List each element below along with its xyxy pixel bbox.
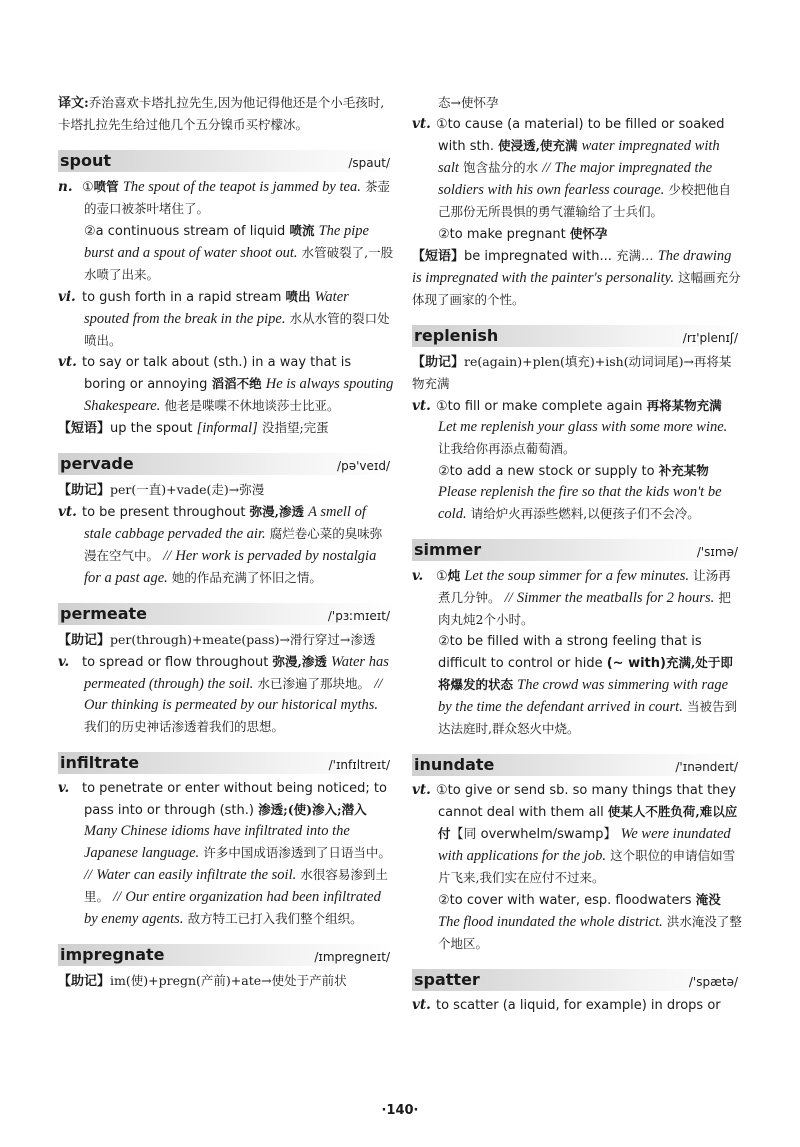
phonetic-spatter: /'spætə/ (688, 975, 738, 989)
definition-zh: 淹没 (695, 892, 721, 907)
entry-header-replenish (412, 325, 742, 347)
phonetic-permeate: /'pɜːmɪeɪt/ (327, 609, 390, 623)
translation-label: 译文: (58, 96, 89, 111)
phonetic-replenish: /rɪ'plenɪʃ/ (682, 331, 738, 345)
definition-en: to be filled with a strong feeling that is difficult to control or hide (438, 634, 702, 671)
entry-header-infiltrate (58, 752, 394, 774)
entry-header-inundate (412, 754, 742, 776)
example-zh: 水管破裂了,一股水喷了出来。 (84, 245, 394, 282)
example-en: water impregnated with salt (438, 138, 720, 176)
definition-en: to gush forth in a rapid stream (82, 290, 282, 305)
example-en: Our entire organization had been infiltrated by enemy agents. (84, 889, 381, 927)
definition-en: to fill or make complete again (447, 399, 643, 414)
example-zh: 腐烂卷心菜的臭味弥漫在空气中。 (84, 526, 383, 563)
example-en: We were inundated with applications for the job. (438, 826, 731, 864)
definition-en: to be present throughout (82, 505, 246, 520)
definition-zh: 使某人不胜负荷,难以应付 (438, 804, 738, 841)
phrase-spout (58, 417, 394, 439)
example-en: The crowd was simmering with rage by the time the defendant arrived in court. (438, 677, 729, 715)
phonetic-pervade: /pə'veɪd/ (337, 459, 390, 473)
definition-zh: 使浸透,使充满 (498, 138, 578, 153)
sense-replenish-1 (412, 395, 742, 460)
definition-zh: 弥漫,渗透 (272, 654, 327, 669)
phonetic-impregnate: /ɪmpregneɪt/ (314, 950, 390, 964)
sense-number: ② (438, 893, 450, 908)
example-zh: 水很容易渗到土里。 (84, 867, 388, 904)
pos-label: vt. (412, 116, 431, 132)
synonym-note: 【同 overwhelm/swamp】 (450, 827, 617, 842)
sense-replenish-2 (412, 460, 742, 525)
sense-impregnate-1 (412, 114, 742, 223)
example-en: Let me replenish your glass with some more wine. (438, 419, 728, 435)
sense-spout-1 (58, 176, 394, 220)
sense-permeate-1 (58, 651, 394, 738)
definition-en: to add a new stock or supply to (449, 464, 655, 479)
phrase-impregnate (412, 245, 742, 311)
entry-header-spatter (412, 969, 742, 991)
phrase-zh: 没指望;完蛋 (261, 420, 329, 435)
headword-simmer: simmer (414, 540, 482, 559)
sense-simmer-1 (412, 565, 742, 631)
definition-zh: 充满,处于即将爆发的状态 (438, 655, 733, 692)
pos-label: vt. (58, 354, 77, 370)
phrase-label: 【短语】 (58, 421, 111, 436)
pos-label: vt. (412, 997, 431, 1013)
definition-zh: 喷出 (285, 289, 311, 304)
example-en: Simmer the meatballs for 2 hours. (516, 590, 715, 606)
example-zh: 她的作品充满了怀旧之情。 (171, 570, 322, 585)
sense-number: ① (436, 399, 448, 414)
phonetic-simmer: /'sɪmə/ (696, 545, 738, 559)
example-en: The flood inundated the whole district. (438, 914, 663, 930)
example-zh: 我们的历史神话渗透着我们的思想。 (84, 719, 285, 734)
definition-en: to penetrate or enter without being noticed; to pass into or through (sth.) (82, 781, 387, 818)
entry-header-impregnate (58, 944, 394, 966)
definition-zh: 喷管 (93, 179, 119, 194)
example-separator: // (84, 867, 93, 883)
example-zh: 许多中国成语渗透到了日语当中。 (203, 845, 391, 860)
right-column (412, 92, 742, 1016)
example-en: The spout of the teapot is jammed by tea. (122, 179, 361, 195)
definition-zh: 渗透;(使)渗入;潜入 (258, 802, 367, 817)
example-en: Her work is pervaded by nostalgia for a past age. (84, 548, 377, 586)
translation-text: 乔治喜欢卡塔扎拉先生,因为他记得他还是个小毛孩时,卡塔扎拉先生给过他几个五分镍币买柠檬冰。 (58, 95, 385, 132)
mnemonic-text: per(一直)+vade(走)→弥漫 (110, 482, 265, 497)
definition-zh: 滔滔不绝 (211, 376, 262, 391)
definition-en: to spread or flow throughout (82, 655, 269, 670)
example-separator: // (113, 889, 122, 905)
sense-number: ① (436, 783, 448, 798)
headword-spout: spout (60, 151, 112, 170)
example-zh: 饱含盐分的水 (463, 160, 539, 175)
definition-en: to make pregnant (449, 227, 566, 242)
mnemonic-text: re(again)+plen(填充)+ish(动词词尾)→再将某物充满 (412, 354, 732, 391)
mnemonic-label: 【助记】 (58, 974, 111, 989)
definition-zh: 喷流 (289, 223, 315, 238)
sense-spout-3 (58, 286, 394, 352)
example-en: A smell of stale cabbage pervaded the air. (84, 504, 366, 542)
left-column (58, 92, 394, 992)
headword-replenish: replenish (414, 326, 499, 345)
sense-simmer-2 (412, 631, 742, 740)
example-zh: 敌方特工已打入我们整个组织。 (187, 911, 363, 926)
example-zh: 他老是喋喋不休地谈莎士比亚。 (164, 398, 340, 413)
mnemonic-text: 态→使怀孕 (438, 95, 499, 110)
mnemonic-impregnate-continued (412, 92, 742, 114)
phonetic-infiltrate: /'ɪnfɪltreɪt/ (328, 758, 390, 772)
mnemonic-label: 【助记】 (412, 355, 465, 370)
headword-spatter: spatter (414, 970, 480, 989)
example-zh: 洪水淹没了整个地区。 (438, 914, 742, 951)
sense-number: ① (436, 117, 448, 132)
sense-number: ② (438, 634, 450, 649)
pos-label: vt. (412, 782, 431, 798)
example-zh: 当被告到达法庭时,群众怒火中烧。 (438, 699, 737, 736)
definition-zh: 再将某物充满 (646, 398, 722, 413)
phrase-en: be impregnated with... (464, 249, 612, 264)
sense-number: ② (438, 227, 450, 242)
sense-spout-4 (58, 352, 394, 417)
phonetic-spout: /spaut/ (348, 156, 390, 170)
example-separator: // (542, 160, 551, 176)
example-en: Water has permeated (through) the soil. (84, 654, 389, 692)
mnemonic-label: 【助记】 (58, 483, 111, 498)
entry-header-permeate (58, 603, 394, 625)
pos-label: vt. (58, 504, 77, 520)
pos-label: v. (58, 654, 70, 670)
phonetic-inundate: /'ɪnəndeɪt/ (675, 760, 738, 774)
sense-inundate-1 (412, 780, 742, 889)
sense-pervade-1 (58, 501, 394, 589)
example-zh: 水已渗遍了那块地。 (257, 676, 371, 691)
sense-infiltrate-1 (58, 778, 394, 930)
sense-number: ① (82, 180, 94, 195)
example-zh: 把肉丸炖2个小时。 (438, 590, 731, 627)
example-en: The major impregnated the soldiers with his own fearless courage. (438, 160, 713, 198)
translation-paragraph (58, 92, 394, 136)
example-zh: 让汤再煮几分钟。 (438, 568, 731, 605)
headword-pervade: pervade (60, 454, 134, 473)
mnemonic-pervade (58, 479, 394, 501)
phrase-label: 【短语】 (412, 249, 465, 264)
example-en: Please replenish the fire so that the kids won't be cold. (438, 484, 722, 522)
example-zh: 水从水管的裂口处喷出。 (84, 311, 390, 348)
mnemonic-impregnate (58, 970, 394, 992)
sense-impregnate-2 (412, 223, 742, 245)
definition-zh: 补充某物 (658, 463, 709, 478)
example-zh: 少校把他自己那份无所畏惧的勇气灌输给了士兵们。 (438, 182, 732, 219)
definition-en: to cover with water, esp. floodwaters (449, 893, 692, 908)
entry-header-spout (58, 150, 394, 172)
mnemonic-text: per(through)+meate(pass)→滑行穿过→渗透 (110, 632, 376, 647)
headword-infiltrate: infiltrate (60, 753, 140, 772)
example-zh: 这个职位的申请信如雪片飞来,我们实在应付不过来。 (438, 848, 736, 885)
definition-zh: 弥漫,渗透 (249, 504, 304, 519)
example-separator: // (163, 548, 172, 564)
definition-en: to give or send sb. so many things that they cannot deal with them all (438, 783, 737, 820)
mnemonic-permeate (58, 629, 394, 651)
sense-number: ② (438, 464, 450, 479)
usage-note: (~ with) (606, 656, 666, 671)
sense-spatter-1 (412, 995, 742, 1016)
sense-number: ② (84, 224, 96, 239)
pos-label: n. (58, 179, 73, 195)
example-zh: 请给炉火再添些燃料,以便孩子们不会冷。 (470, 506, 700, 521)
definition-en: to say or talk about (sth.) in a way that is boring or annoying (82, 355, 352, 392)
sense-number: ① (436, 569, 448, 584)
mnemonic-replenish (412, 351, 742, 395)
phrase-zh: 充满… (616, 248, 654, 263)
example-zh: 这幅画充分体现了画家的个性。 (412, 270, 741, 307)
entry-header-simmer (412, 539, 742, 561)
pos-label: v. (58, 780, 70, 796)
example-separator: // (374, 676, 383, 692)
example-en: Many Chinese idioms have infiltrated into the Japanese language. (84, 823, 350, 861)
headword-inundate: inundate (414, 755, 495, 774)
headword-impregnate: impregnate (60, 945, 165, 964)
example-zh: 让我给你再添点葡萄酒。 (438, 441, 576, 456)
sense-spout-2 (58, 220, 394, 286)
example-zh: 茶壶的壶口被茶叶堵住了。 (84, 179, 390, 216)
example-en: The drawing is impregnated with the painter's personality. (412, 248, 732, 286)
example-en: The pipe burst and a spout of water shoot out. (84, 223, 369, 261)
mnemonic-label: 【助记】 (58, 633, 111, 648)
example-en: Our thinking is permeated by our historical myths. (84, 697, 379, 713)
pos-label: vt. (412, 398, 431, 414)
example-en: He is always spouting Shakespeare. (84, 376, 394, 414)
definition-en: a continuous stream of liquid (95, 224, 286, 239)
register-label: [informal] (196, 420, 258, 436)
definition-en: to scatter (a liquid, for example) in drops or (436, 998, 721, 1013)
sense-inundate-2 (412, 889, 742, 955)
phrase-en: up the spout (110, 421, 193, 436)
example-en: Let the soup simmer for a few minutes. (464, 568, 690, 584)
example-en: Water can easily infiltrate the soil. (96, 867, 297, 883)
example-en: Water spouted from the break in the pipe. (84, 289, 349, 327)
entry-header-pervade (58, 453, 394, 475)
example-separator: // (504, 590, 513, 606)
mnemonic-text: im(使)+pregn(产前)+ate→使处于产前状 (110, 973, 347, 988)
definition-en: to cause (a material) to be filled or soaked with sth. (438, 117, 725, 154)
headword-permeate: permeate (60, 604, 148, 623)
pos-label: v. (412, 568, 424, 584)
definition-zh: 使怀孕 (569, 226, 608, 241)
page-number: ·140· (381, 1103, 419, 1118)
definition-zh: 炖 (447, 568, 461, 583)
pos-label: vi. (58, 289, 76, 305)
